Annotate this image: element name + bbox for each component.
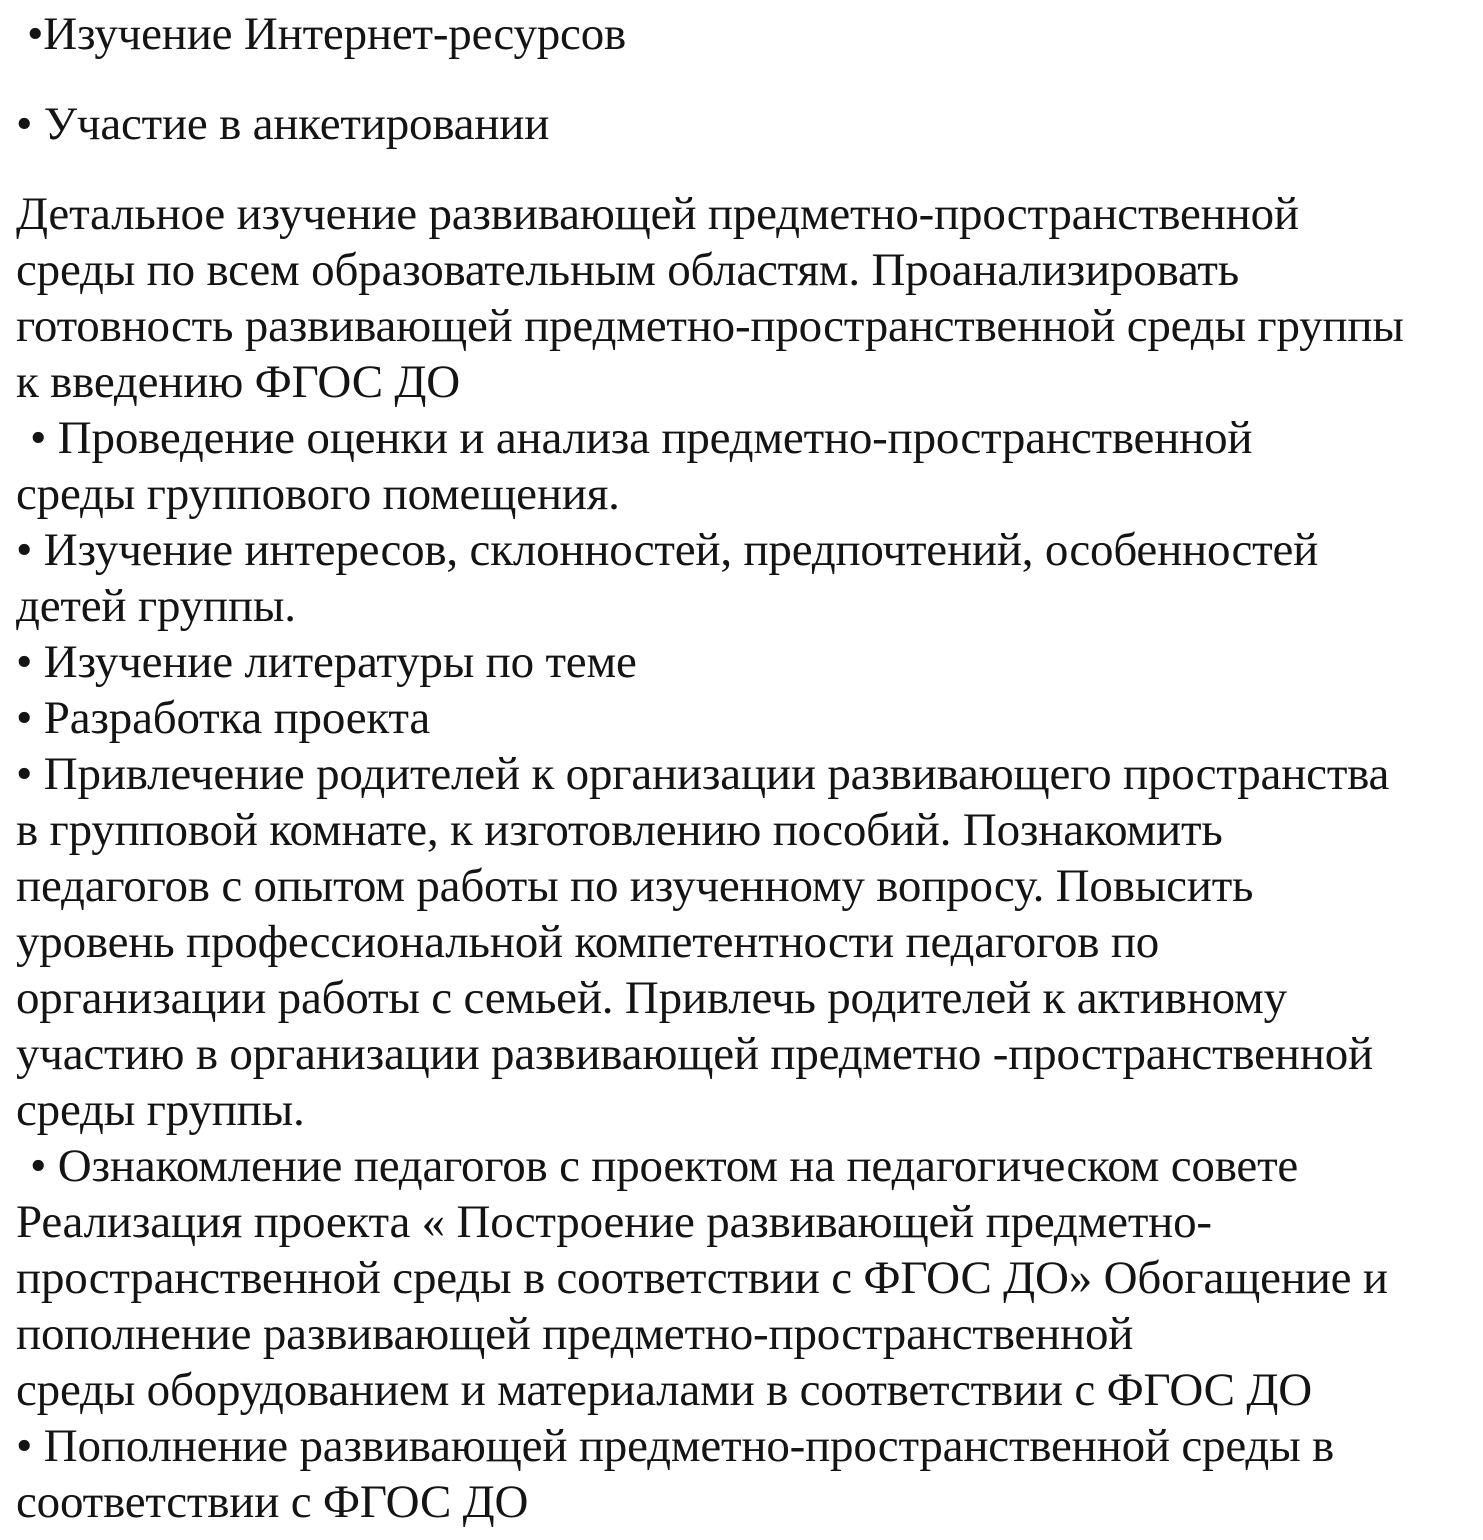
text-line: • Изучение литературы по теме [16,636,637,688]
text-line: Реализация проекта « Построение развивающей предметно- [16,1196,1212,1248]
text-line: • Пополнение развивающей предметно-пространственной среды в [16,1420,1335,1472]
text-line: детей группы. [16,580,296,632]
text-line: соответствии с ФГОС ДО [16,1476,529,1528]
text-line: готовность развивающей предметно-пространственной среды группы [16,300,1404,352]
text-line: участию в организации развивающей предметно -пространственной [16,1028,1373,1080]
text-line: организации работы с семьей. Привлечь родителей к активному [16,972,1287,1024]
text-line: уровень профессиональной компетентности педагогов по [16,916,1160,968]
text-line: • Участие в анкетировании [16,98,550,150]
text-line: среды группы. [16,1084,305,1136]
text-line: среды оборудованием и материалами в соответствии с ФГОС ДО [16,1364,1312,1416]
text-line: • Изучение интересов, склонностей, предпочтений, особенностей [16,524,1319,576]
text-line: среды группового помещения. [16,468,620,520]
text-line: среды по всем образовательным областям. Проанализировать [16,244,1239,296]
text-line: • Разработка проекта [16,692,430,744]
text-line: • Проведение оценки и анализа предметно-пространственной [30,412,1253,464]
text-line: •Изучение Интернет-ресурсов [27,8,627,60]
text-line: • Ознакомление педагогов с проектом на педагогическом совете [30,1140,1299,1192]
text-line: Детальное изучение развивающей предметно-пространственной [16,188,1299,240]
text-line: к введению ФГОС ДО [16,356,461,408]
text-line: пополнение развивающей предметно-пространственной [16,1308,1134,1360]
text-line: • Привлечение родителей к организации развивающего пространства [16,748,1390,800]
text-line: пространственной среды в соответствии с ФГОС ДО» Обогащение и [16,1252,1388,1304]
text-line: в групповой комнате, к изготовлению пособий. Познакомить [16,804,1223,856]
text-line: педагогов с опытом работы по изученному вопросу. Повысить [16,860,1254,912]
